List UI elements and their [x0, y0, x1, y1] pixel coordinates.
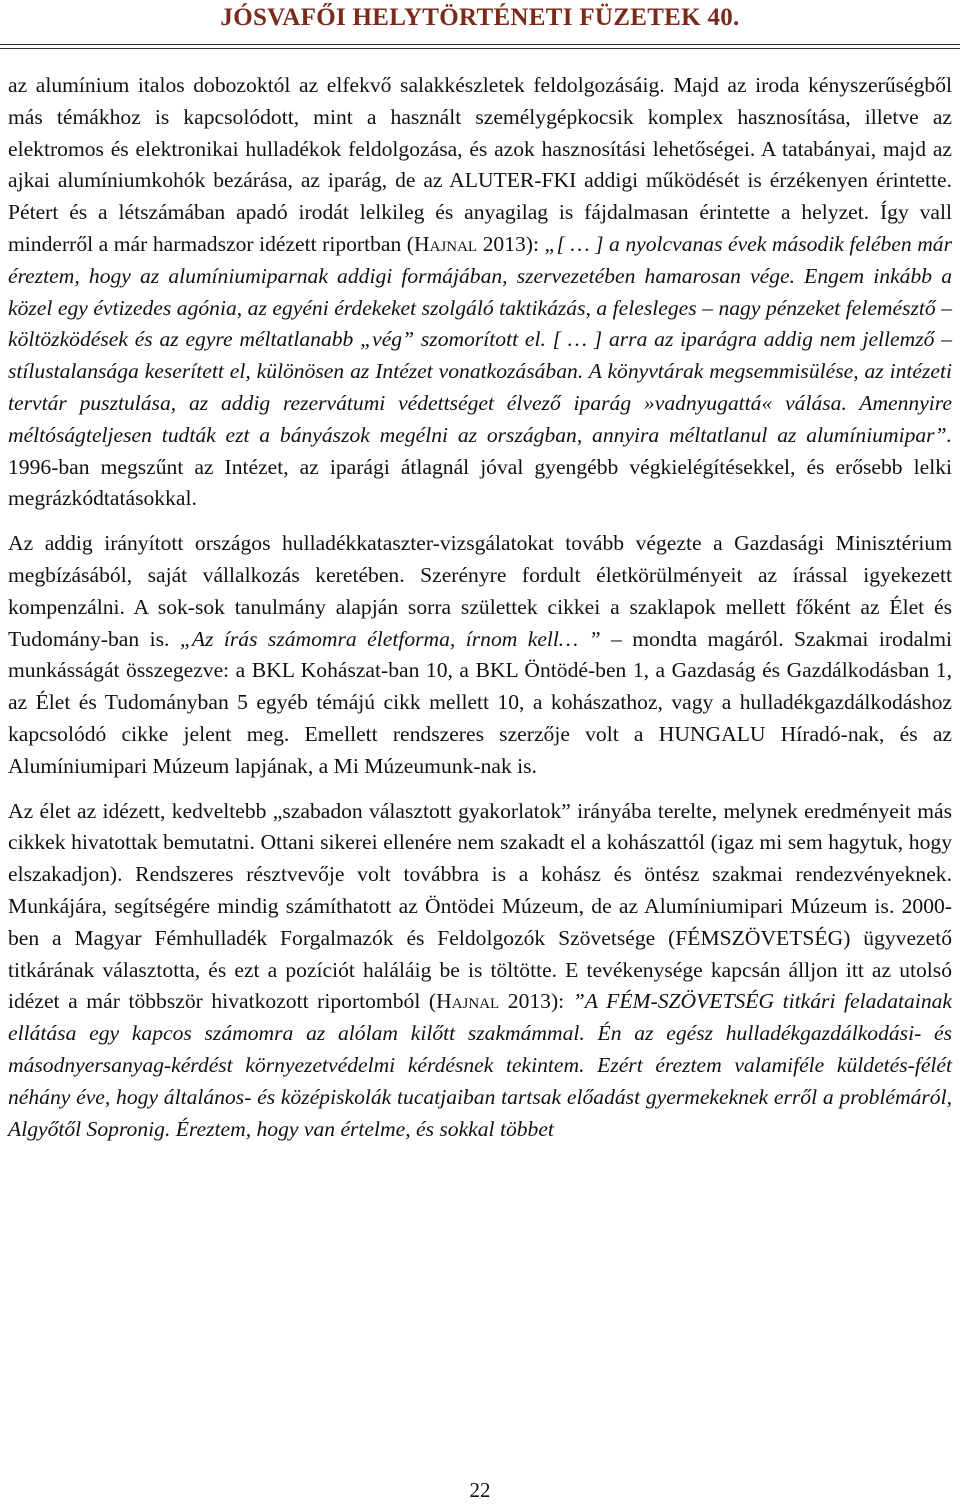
page-body [8, 70, 952, 1145]
paragraph-1-closing: 1996-ban megszűnt az Intézet, az iparági átlagnál jóval gyengébb végkielégítésekkel, és erősebb lelki megrázkódtatásokkal. [8, 454, 952, 511]
quotation: „Az írás számomra életforma, írnom kell… ” [179, 626, 601, 651]
paragraph-3-text: Az élet az idézett, kedveltebb „szabadon választott gyakorlatok” irányába terelte, melynek eredményeit más cikkek hivatottak bemutatni. Ottani sikerei ellenére nem szakadt el a kohászattól (igaz mi sem hagytuk, hogy elszakadjon). Rendszeres résztvevője volt továbbra is a kohász és öntész szakmai rendezvényeknek. Munkájára, segítségére mindig számíthatott az Öntödei Múzeum, de az Alumíniumipari Múzeum is. 2000-ben a Magyar Fémhulladék Forgalmazók és Feldolgozók Szövetsége (FÉMSZÖVETSÉG) ügyvezető titkárának választotta, és ezt a pozíciót haláláig be is töltötte. E tevékenysége kapcsán álljon itt az utolsó idézet a már többször hivatkozott riportomból ( [8, 798, 952, 1014]
page-number: 22 [469, 1478, 491, 1502]
citation-author: Hajnal [414, 231, 478, 256]
quotation: nagy pénzeket felemésztő [718, 295, 936, 320]
paragraph-2 [8, 528, 952, 782]
dash: – [696, 295, 719, 320]
dash: – [934, 327, 952, 352]
paragraph-2-text: Az addig irányított országos hulladékkataszter-vizsgálatokat tovább végezte a Gazdasági Minisztérium megbízásából, saját vállalkozás keretében. Szerényre fordult életkörülményeit az írással igyekezett kompenzálni. A sok-sok tanulmány alapján sorra születtek cikkei a szaklapok mellett főként az Élet és Tudomány-ban is. [8, 531, 952, 651]
quotation: ”A FÉM-SZÖVETSÉG titkári feladatainak ellátása egy kapcos számomra az alólam kilőtt szakmámmal. Én az egész hulladékgazdálkodási- és másodnyersanyag-kérdést környezetvédelmi kérdésnek tekintem. Ezért éreztem valamiféle küldetés-félét néhány éve, hogy általános- és középiskolák tucatjaiban tartsak előadást gyermekeknek erről a problémáról, Algyőtől Sopronig. Éreztem, hogy van értelme, és sokkal többet [8, 989, 952, 1141]
quotation: stílustalansága keserített el, különösen az Intézet vonatkozásában. A könyvtárak megsemmisülése, az intézeti tervtár pusztulása, az addig rezervátumi védettséget élvező iparág »vadnyugattá« válása. Amennyire méltóságteljesen tudták ezt a bányászok megélni az országban, annyira méltatlanul az alumíniumipar”. [8, 359, 952, 447]
quotation: költözködések és az egyre méltatlanabb „vég” szomorított el. [ … ] arra az iparágra addig nem jellemző [8, 327, 935, 352]
dash: – [935, 295, 953, 320]
paragraph-3 [8, 796, 952, 1146]
citation-year: 2013): [499, 989, 573, 1014]
quotation: „[ … ] a nyolcvanas évek második felében már éreztem, hogy az alumíniumiparnak addigi formájában, szervezetében hamarosan vége. Engem inkább a közel egy évtizedes agónia, az egyéni érdekeket szolgáló taktikázás, a felesleges [8, 231, 952, 320]
paragraph-1-text: az alumínium italos dobozoktól az elfekvő salakkészletek feldolgozásáig. Majd az iroda kényszerűségből más témákhoz is kapcsolódott, mint a használt személygépkocsik komplex hasznosítása, illetve az elektromos és elektronikai hulladékok feldolgozása, és azok hasznosítási lehetőségei. A tatabányai, majd az ajkai alumíniumkohók bezárása, az iparág, de az ALUTER-FKI addigi működését is érzékenyen érintette. Pétert és a létszámában apadó irodát lelkileg és anyagilag is fájdalmasan érintette a helyzet. Így vall minderről a már harmadszor idézett riportban ( [8, 73, 952, 256]
running-header: JÓSVAFŐI HELYTÖRTÉNETI FÜZETEK 40. [220, 4, 740, 31]
citation-author: Hajnal [436, 989, 500, 1014]
header-divider [0, 44, 960, 49]
citation-year: 2013): [477, 231, 545, 256]
paragraph-2-closing: – mondta magáról. Szakmai irodalmi munkásságát összegezve: a BKL Kohászat-ban 10, a BKL Öntödé-ben 1, a Gazdaság és Gazdálkodásban 1, az Élet és Tudományban 5 egyéb témájú cikk mellett 10, a kohászathoz, vagy a hulladékgazdálkodáshoz kapcsolódó cikke jelent meg. Emellett rendszeres szerzője volt a HUNGALU Híradó-nak, és az Alumíniumipari Múzeum lapjának, a Mi Múzeumunk-nak is. [8, 626, 953, 778]
paragraph-1 [8, 70, 952, 515]
